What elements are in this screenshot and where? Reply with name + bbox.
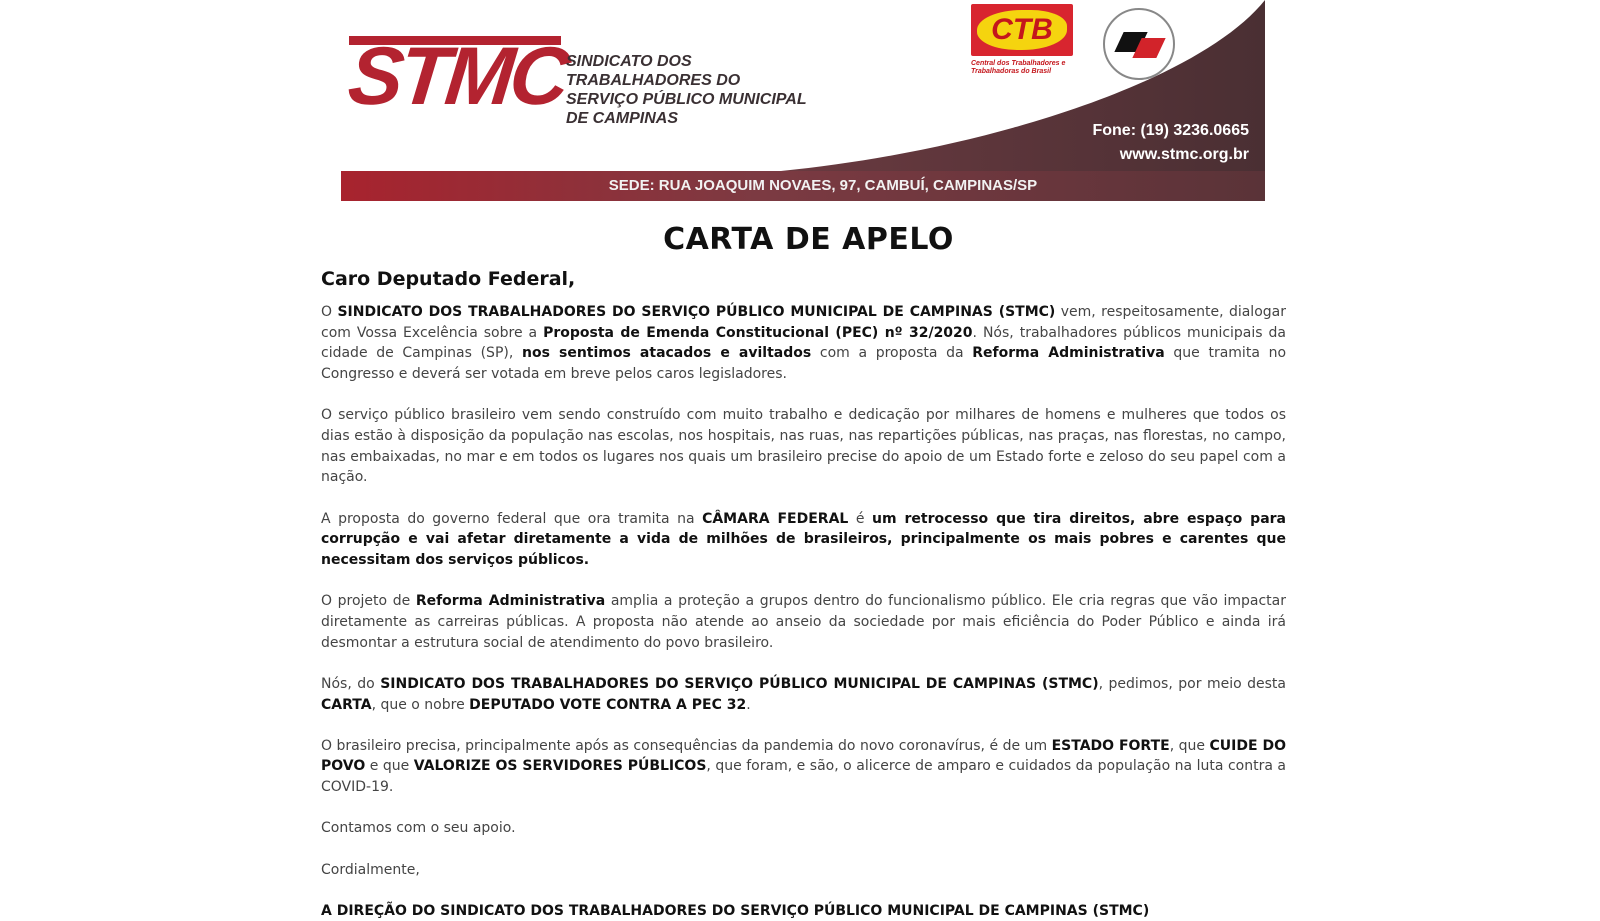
letter-paragraph — [321, 591, 1286, 653]
letter-paragraph — [321, 509, 1286, 571]
paragraph-run: Nós, do — [321, 675, 381, 692]
letter-paragraph — [321, 302, 1286, 385]
paragraph-run: . — [746, 696, 751, 713]
paragraph-bold-run: Reforma Administrativa — [415, 593, 606, 610]
paragraph-run: vem, respeitosamente, dialogar com Vossa Excelência sobre a — [321, 304, 1286, 341]
paragraph-run: , que o nobre — [371, 696, 470, 713]
paragraph-run: é — [848, 510, 872, 527]
paragraphs — [321, 302, 1286, 880]
paragraph-bold-run: CUIDE DO POVO — [321, 737, 1286, 775]
union-name — [566, 52, 807, 128]
address: SEDE: RUA JOAQUIM NOVAES, 97, CAMBUÍ, CAMPINAS/SP — [608, 177, 1038, 194]
paragraph-run: , pedimos, por meio desta — [1098, 675, 1287, 692]
letter-paragraph — [321, 405, 1286, 488]
letter-body — [321, 218, 1286, 921]
paragraph-bold-run: SINDICATO DOS TRABALHADORES DO SERVIÇO PÚBLICO MUNICIPAL DE CAMPINAS (STMC) — [380, 675, 1099, 692]
paragraph-bold-run: um retrocesso que tira direitos, abre espaço para corrupção e vai afetar diretamente a vida de milhões de brasileiros, principalmente os mais pobres e carentes que necessitam dos serviços públicos. — [321, 510, 1286, 569]
website: www.stmc.org.br — [1119, 146, 1249, 163]
paragraph-bold-run: CÂMARA FEDERAL — [702, 510, 849, 527]
paragraph-run: O brasileiro precisa, principalmente após as consequências da pandemia do novo coronavírus, é de um — [321, 737, 1052, 754]
paragraph-run: A proposta do governo federal que ora tramita na — [321, 510, 703, 527]
paragraph-run: que tramita no Congresso e deverá ser votada em breve pelos caros legisladores. — [321, 345, 1287, 383]
union-name-line: DE CAMPINAS — [566, 110, 679, 127]
paragraph-bold-run: VALORIZE OS SERVIDORES PÚBLICOS — [413, 758, 707, 775]
greeting: Caro Deputado Federal, — [321, 268, 576, 290]
paragraph-run: . Nós, trabalhadores públicos municipais da cidade de Campinas (SP), — [321, 324, 1286, 362]
union-name-line: TRABALHADORES DO — [566, 72, 741, 89]
paragraph-run: O serviço público brasileiro vem sendo construído com muito trabalho e dedicação por milhares de homens e mulheres que todos os dias estão à disposição da população nas escolas, nos hospitais, nas ruas, nas repartições públicas, nas praças, nas florestas, no campo, nas embaixadas, no mar e em todos os lugares nos quais um brasileiro precise do apoio de um Estado forte e zeloso do seu papel com a nação. — [321, 407, 1286, 486]
ctb-caption: Central dos Trabalhadores e Trabalhadoras do Brasil — [971, 60, 1066, 75]
paragraph-bold-run: nos sentimos atacados e aviltados — [521, 345, 812, 362]
signoff: A DIREÇÃO DO SINDICATO DOS TRABALHADORES DO SERVIÇO PÚBLICO MUNICIPAL DE CAMPINAS (STMC) — [321, 902, 1150, 919]
paragraph-bold-run: Proposta de Emenda Constitucional (PEC) nº 32/2020 — [543, 324, 973, 341]
paragraph-run: , que foram, e são, o alicerce de amparo e cuidados da população na luta contra a COVID-19. — [321, 758, 1286, 796]
union-name-line: SERVIÇO PÚBLICO MUNICIPAL — [566, 91, 807, 108]
paragraph-run: Cordialmente, — [321, 861, 420, 878]
paragraph-bold-run: Reforma Administrativa — [972, 345, 1165, 362]
paragraph-bold-run: CARTA — [321, 696, 372, 713]
phone-number: Fone: (19) 3236.0665 — [1092, 122, 1249, 139]
stmc-logo: STMC — [344, 31, 571, 122]
paragraph-run: , que — [1169, 737, 1210, 754]
ctb-logo-text: CTB — [977, 10, 1067, 50]
paragraph-bold-run: DEPUTADO VOTE CONTRA A PEC 32 — [469, 696, 747, 713]
union-name-line: SINDICATO DOS — [566, 53, 692, 70]
paragraph-bold-run: ESTADO FORTE — [1051, 737, 1170, 754]
letter-title: CARTA DE APELO — [663, 222, 954, 257]
letter-paragraph — [321, 818, 1286, 839]
paragraph-run: Contamos com o seu apoio. — [321, 820, 516, 837]
letterhead — [341, 0, 1265, 201]
ctb-logo — [971, 4, 1073, 56]
paragraph-run: e que — [365, 758, 414, 775]
paragraph-run: com a proposta da — [811, 345, 973, 362]
federation-seal-icon — [1103, 8, 1175, 80]
letter-paragraph — [321, 736, 1286, 798]
letter-paragraph — [321, 860, 1286, 881]
paragraph-run: O projeto de — [321, 593, 416, 610]
paragraph-bold-run: SINDICATO DOS TRABALHADORES DO SERVIÇO PÚBLICO MUNICIPAL DE CAMPINAS (STMC) — [337, 304, 1056, 320]
letter-paragraph — [321, 674, 1286, 715]
paragraph-run: O — [321, 304, 338, 320]
paragraph-run: amplia a proteção a grupos dentro do funcionalismo público. Ele cria regras que vão impactar diretamente as carreiras públicas. A proposta não atende ao anseio da sociedade por mais eficiência do Poder Público e ainda irá desmontar a estrutura social de atendimento do povo brasileiro. — [321, 593, 1287, 651]
